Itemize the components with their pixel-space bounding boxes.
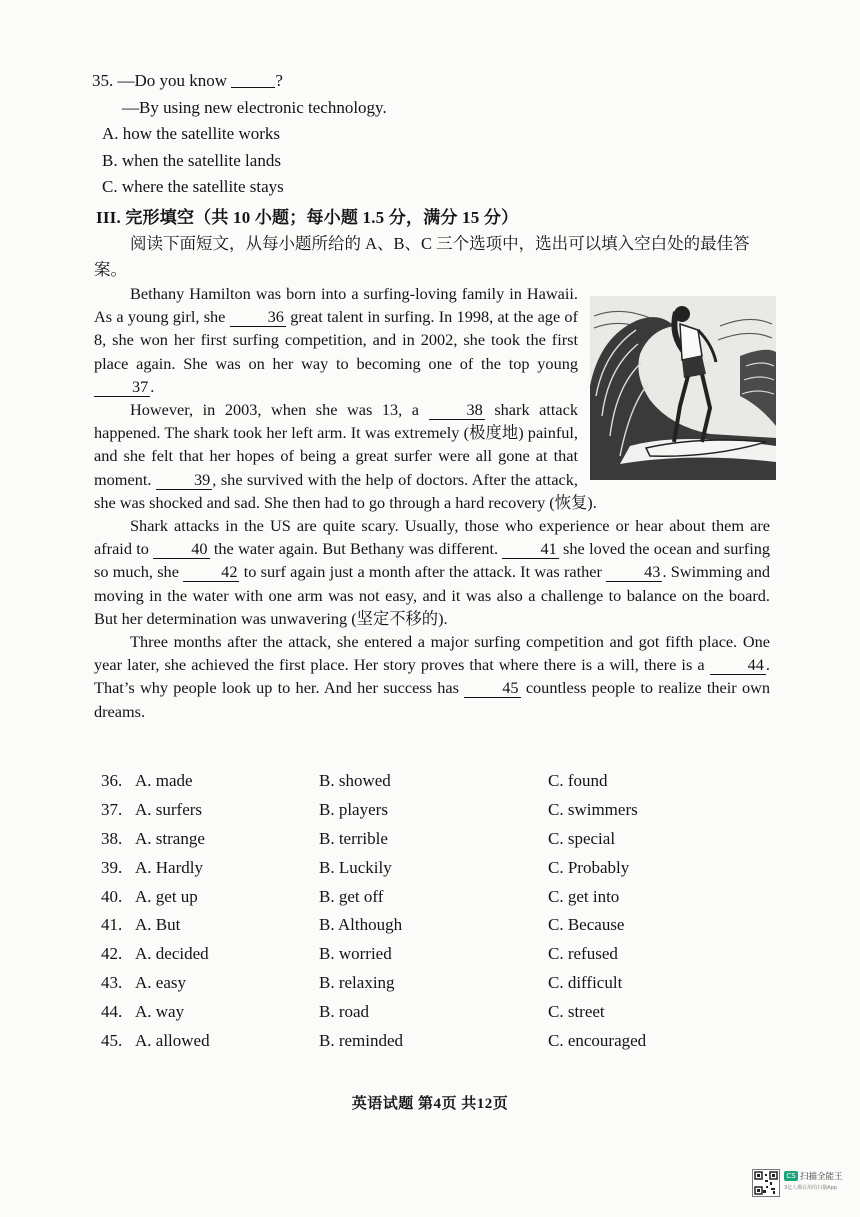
option-c: C. refused: [548, 944, 618, 964]
text: . That’s why people look up to her. And her success has: [94, 655, 770, 698]
option-number: 43.: [101, 973, 123, 993]
option-b: B. Luckily: [319, 857, 392, 877]
text: countless people to realize their own dreams.: [94, 678, 770, 721]
scanner-watermark: [752, 1168, 848, 1198]
option-b: B. players: [319, 799, 388, 819]
option-number: 41.: [101, 915, 123, 935]
option-number: 42.: [101, 944, 123, 964]
blank-42: 42: [183, 563, 239, 582]
blank-36: 36: [230, 308, 286, 327]
page-footer: 英语试题 第4页 共12页: [351, 1096, 509, 1112]
text: great talent in surfing. In 1998, at the age of 8, she won her first surfing competition, and in 2002, she took the first place again. She was on her way to becoming one of the top young: [94, 307, 578, 373]
cs-badge-icon: CS: [784, 1171, 798, 1181]
question-35-line2: —By using new electronic technology.: [122, 97, 387, 117]
question-mark: ?: [275, 71, 283, 90]
text: However, in 2003, when she was 13, a: [130, 400, 419, 420]
option-c: C. get into: [548, 886, 620, 906]
text: to surf again just a month after the attack. It was rather: [243, 562, 602, 582]
text: , she survived with the help of doctors. After the attack, she was shocked and sad. She then had to go through a hard recovery (恢复).: [94, 469, 597, 512]
option-b: B. road: [319, 1002, 370, 1022]
option-b: B. showed: [319, 771, 391, 790]
option-a: A. get up: [135, 886, 198, 906]
text: shark attack happened. The shark took her left arm. It was extremely (极度地) painful, and she felt that her hopes of being a great surfer were all gone at that moment.: [94, 400, 578, 489]
watermark-name: 扫描全能王: [800, 1172, 843, 1182]
option-a: A. way: [135, 1002, 185, 1022]
section-instruction: 阅读下面短文，从每小题所给的 A、B、C 三个选项中，选出可以填入空白处的最佳答案。: [94, 234, 750, 279]
option-number: 36.: [101, 771, 123, 790]
option-number: 37.: [101, 799, 123, 819]
option-b: B. terrible: [319, 828, 388, 848]
paragraph-4: [94, 630, 770, 723]
option-number: 40.: [101, 886, 123, 906]
question-35-line1: [92, 68, 387, 95]
blank-37: 37: [94, 378, 150, 397]
option-b: B. reminded: [319, 1031, 404, 1051]
option-c: C. special: [548, 828, 616, 848]
option-a: A. Hardly: [135, 857, 203, 877]
option-c: C. difficult: [548, 973, 623, 993]
text: she loved the ocean and surfing so much, she: [94, 539, 770, 582]
qr-code-icon: [752, 1169, 780, 1197]
blank-44: 44: [710, 656, 766, 675]
option-a: A. But: [135, 915, 181, 935]
question-35: [92, 68, 387, 201]
option-b: B. relaxing: [319, 973, 395, 993]
option-c: C. found: [548, 771, 608, 790]
option-b: B. when the satellite lands: [102, 150, 281, 170]
blank-41: 41: [502, 540, 558, 559]
answer-blank: [231, 71, 275, 88]
option-c: C. street: [548, 1002, 605, 1022]
text: .: [150, 376, 155, 396]
option-a: A. how the satellite works: [102, 124, 280, 143]
blank-39: 39: [156, 471, 212, 490]
option-c: C. Because: [548, 915, 625, 935]
question-stem: —Do you know: [117, 71, 228, 90]
option-a: A. easy: [135, 973, 186, 993]
option-a: A. allowed: [135, 1031, 210, 1051]
text: Bethany Hamilton was born into a surfing-loving family in Hawaii. As a young girl, she: [94, 284, 578, 327]
blank-45: 45: [464, 679, 520, 698]
option-c: C. encouraged: [548, 1031, 647, 1051]
option-c: C. Probably: [548, 857, 630, 877]
text: Three months after the attack, she entered a major surfing competition and got fifth place. One year later, she achieved the first place. Her story proves that where there is a will, there is a: [94, 632, 770, 675]
option-number: 39.: [101, 857, 123, 877]
watermark-subtitle: 3亿人都在用的扫描App: [784, 1185, 837, 1191]
text: Shark attacks in the US are quite scary. Usually, those who experience or hear about them are afraid to: [94, 516, 770, 559]
option-c: C. where the satellite stays: [102, 177, 284, 196]
question-number: 35.: [92, 71, 114, 90]
option-number: 44.: [101, 1002, 123, 1022]
text: . Swimming and moving in the water with one arm was not easy, and it was also a challenge to balance on the board. But her determination was unwavering (坚定不移的).: [94, 562, 770, 628]
option-b: B. get off: [319, 886, 384, 906]
text: the water again. But Bethany was different.: [213, 539, 499, 559]
option-number: 38.: [101, 828, 123, 848]
blank-43: 43: [606, 563, 662, 582]
option-a: A. decided: [135, 944, 209, 964]
section-title: III. 完形填空（共 10 小题；每小题 1.5 分，满分 15 分）: [96, 208, 519, 227]
blank-40: 40: [153, 540, 209, 559]
paragraph-3: [94, 514, 770, 630]
option-a: A. made: [135, 771, 193, 790]
option-a: A. surfers: [135, 799, 203, 819]
option-b: B. worried: [319, 944, 392, 964]
blank-38: 38: [429, 401, 485, 420]
option-c: C. swimmers: [548, 799, 638, 819]
cloze-passage: [94, 282, 770, 723]
option-a: A. strange: [135, 828, 205, 848]
option-b: B. Although: [319, 915, 403, 935]
surfer-illustration-icon: [590, 296, 776, 480]
option-number: 45.: [101, 1031, 123, 1051]
